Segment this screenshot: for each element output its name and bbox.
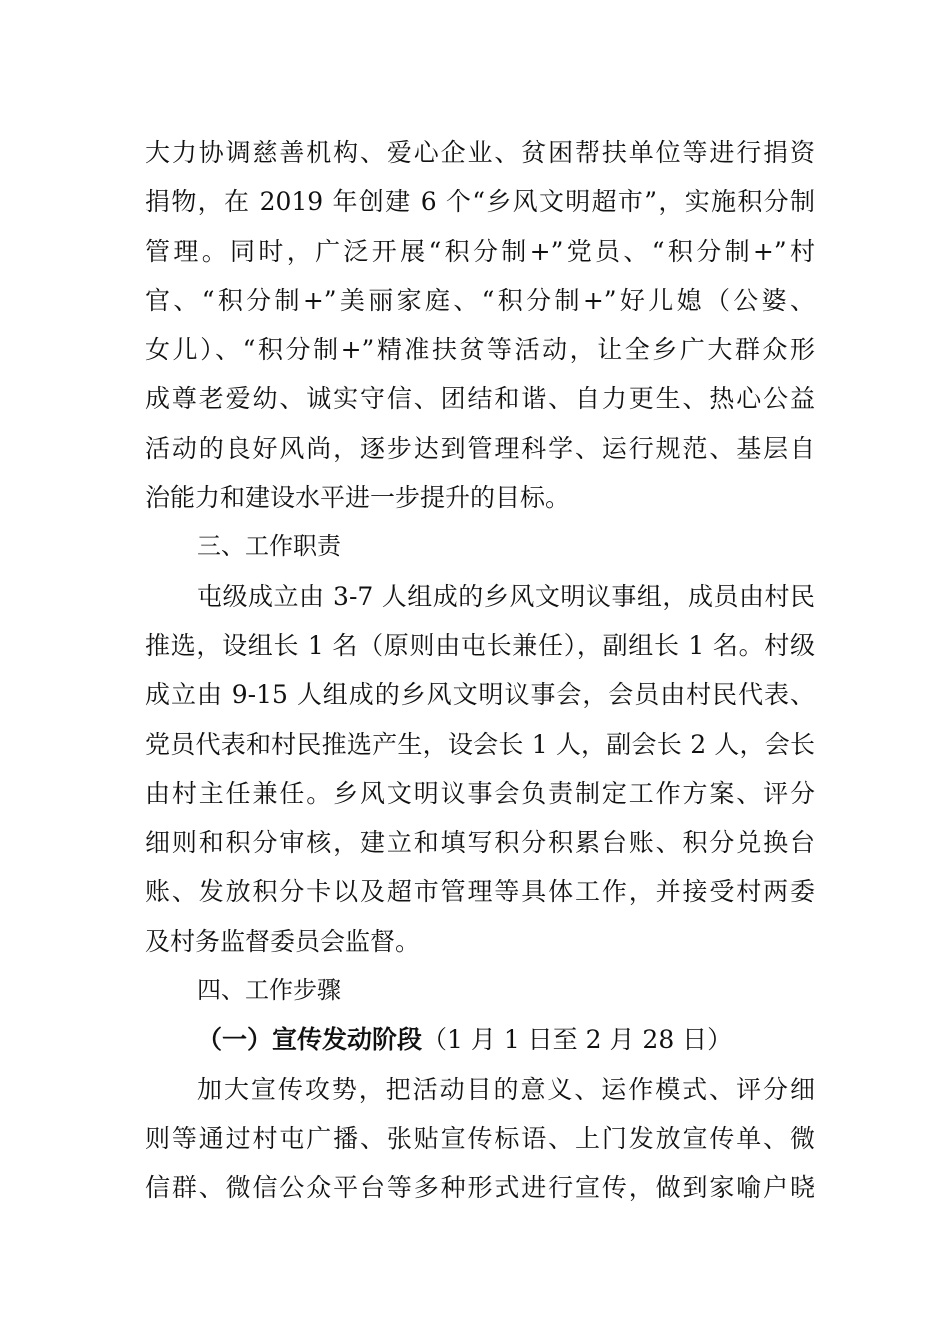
text-line: 成尊老爱幼、诚实守信、团结和谐、自力更生、热心公益 xyxy=(145,384,815,414)
text-line: 官、“积分制+”美丽家庭、“积分制+”好儿媳（公婆、 xyxy=(145,285,815,315)
text-line: 治能力和建设水平进一步提升的目标。 xyxy=(145,483,571,513)
paragraph-2 xyxy=(145,572,815,966)
subsection-title xyxy=(145,1015,815,1064)
text-line: 账、发放积分卡以及超市管理等具体工作，并接受村两委 xyxy=(145,877,815,907)
text-line: 信群、微信公众平台等多种形式进行宣传，做到家喻户晓 xyxy=(145,1173,815,1203)
paragraph-1 xyxy=(145,128,815,522)
text-line: 成立由 9-15 人组成的乡风文明议事会，会员由村民代表、 xyxy=(145,680,815,710)
text-line: 捐物，在 2019 年创建 6 个“乡风文明超市”，实施积分制 xyxy=(145,187,815,217)
subsection-name: （一）宣传发动阶段 xyxy=(197,1025,423,1055)
text-line: 细则和积分审核，建立和填写积分积累台账、积分兑换台 xyxy=(145,828,815,858)
text-line: 由村主任兼任。乡风文明议事会负责制定工作方案、评分 xyxy=(145,778,815,808)
text-line: 管理。同时，广泛开展“积分制+”党员、“积分制+”村 xyxy=(145,236,815,266)
text-line: 及村务监督委员会监督。 xyxy=(145,926,421,956)
text-line: 屯级成立由 3-7 人组成的乡风文明议事组，成员由村民 xyxy=(197,581,815,611)
text-line: 党员代表和村民推选产生，设会长 1 人，副会长 2 人，会长 xyxy=(145,729,815,759)
paragraph-3 xyxy=(145,1065,815,1213)
subsection-dates: （1 月 1 日至 2 月 28 日） xyxy=(422,1025,733,1055)
text-line: 加大宣传攻势，把活动目的意义、运作模式、评分细 xyxy=(197,1074,815,1104)
text-line: 推选，设组长 1 名（原则由屯长兼任），副组长 1 名。村级 xyxy=(145,630,815,660)
document-body xyxy=(145,128,815,1213)
text-line: 活动的良好风尚，逐步达到管理科学、运行规范、基层自 xyxy=(145,433,815,463)
text-line: 则等通过村屯广播、张贴宣传标语、上门发放宣传单、微 xyxy=(145,1123,815,1153)
section-title-steps: 四、工作步骤 xyxy=(197,976,341,1005)
text-line: 大力协调慈善机构、爱心企业、贫困帮扶单位等进行捐资 xyxy=(145,138,815,167)
text-line: 女儿）、“积分制+”精准扶贫等活动，让全乡广大群众形 xyxy=(145,335,815,365)
section-title-duties: 三、工作职责 xyxy=(197,532,341,561)
